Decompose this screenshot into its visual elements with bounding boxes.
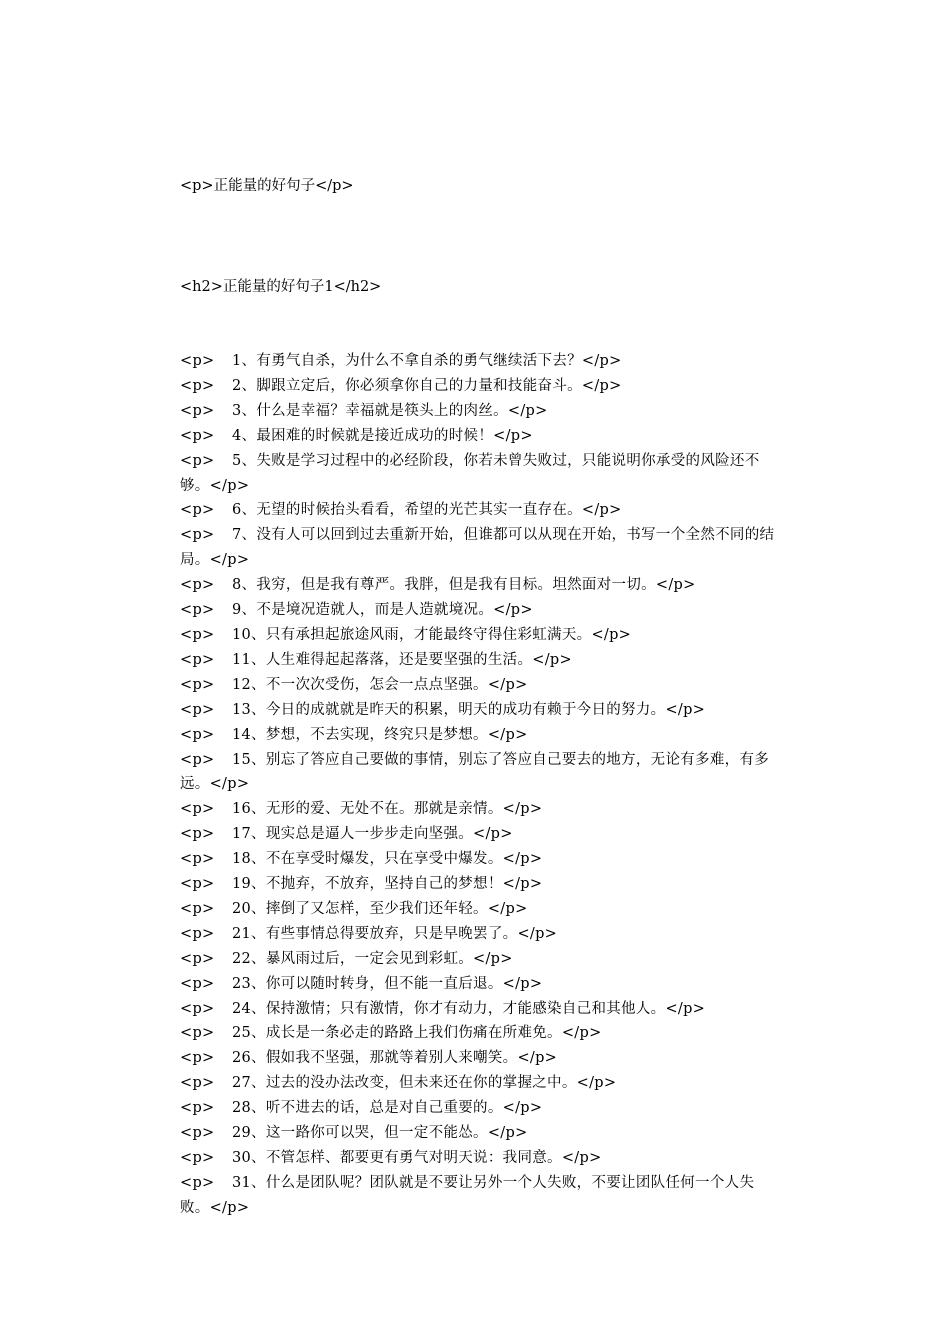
quote-text: 20、摔倒了又怎样，至少我们还年轻。</p> — [232, 900, 528, 917]
quote-text: 3、什么是幸福？幸福就是筷头上的肉丝。</p> — [232, 402, 548, 419]
paragraph-open-tag: <p> — [180, 527, 215, 544]
quote-text: 21、有些事情总得要放弃，只是早晚罢了。</p> — [232, 925, 558, 942]
quote-text: 2、脚跟立定后，你必须拿你自己的力量和技能奋斗。</p> — [232, 377, 622, 394]
paragraph-open-tag: <p> — [180, 701, 215, 718]
quote-item — [180, 698, 780, 723]
quote-item — [180, 424, 780, 449]
quote-item — [180, 1171, 780, 1221]
quote-item — [180, 349, 780, 374]
quote-item — [180, 1071, 780, 1096]
quote-text: 10、只有承担起旅途风雨，才能最终守得住彩虹满天。</p> — [232, 626, 632, 643]
quote-item — [180, 723, 780, 748]
paragraph-open-tag: <p> — [180, 676, 215, 693]
quote-item — [180, 648, 780, 673]
quote-item — [180, 822, 780, 847]
quote-text: 14、梦想，不去实现，终究只是梦想。</p> — [232, 726, 528, 743]
quote-text: 25、成长是一条必走的路路上我们伤痛在所难免。</p> — [232, 1025, 602, 1042]
quote-item — [180, 623, 780, 648]
paragraph-open-tag: <p> — [180, 801, 215, 818]
quote-text: 24、保持激情；只有激情，你才有动力，才能感染自己和其他人。</p> — [232, 1000, 706, 1017]
quote-text: 13、今日的成就就是昨天的积累，明天的成功有赖于今日的努力。</p> — [232, 701, 706, 718]
quote-text: 18、不在享受时爆发，只在享受中爆发。</p> — [232, 851, 543, 868]
paragraph-open-tag: <p> — [180, 751, 215, 768]
paragraph-open-tag: <p> — [180, 1000, 215, 1017]
paragraph-open-tag: <p> — [180, 925, 215, 942]
quote-item — [180, 1096, 780, 1121]
quote-text: 22、暴风雨过后，一定会见到彩虹。</p> — [232, 950, 513, 967]
quote-item — [180, 399, 780, 424]
quote-item — [180, 498, 780, 523]
paragraph-open-tag: <p> — [180, 1025, 215, 1042]
quote-item — [180, 972, 780, 997]
paragraph-open-tag: <p> — [180, 900, 215, 917]
quote-text: 7、没有人可以回到过去重新开始，但谁都可以从现在开始，书写一个全然不同的结局。</p> — [180, 527, 775, 569]
paragraph-open-tag: <p> — [180, 851, 215, 868]
paragraph-open-tag: <p> — [180, 1075, 215, 1092]
quote-text: 26、假如我不坚强，那就等着别人来嘲笑。</p> — [232, 1050, 558, 1067]
quote-item — [180, 673, 780, 698]
quote-text: 15、别忘了答应自己要做的事情，别忘了答应自己要去的地方，无论有多难，有多远。</p> — [180, 751, 770, 793]
paragraph-open-tag: <p> — [180, 626, 215, 643]
quote-item — [180, 748, 780, 798]
quote-item — [180, 872, 780, 897]
paragraph-open-tag: <p> — [180, 502, 215, 519]
quote-text: 31、什么是团队呢？团队就是不要让另外一个人失败，不要让团队任何一个人失败。</p> — [180, 1174, 755, 1216]
quote-item — [180, 797, 780, 822]
quote-list — [180, 349, 780, 1221]
paragraph-open-tag: <p> — [180, 1050, 215, 1067]
quote-item — [180, 847, 780, 872]
paragraph-open-tag: <p> — [180, 1174, 215, 1191]
quote-item — [180, 897, 780, 922]
quote-text: 8、我穷，但是我有尊严。我胖，但是我有目标。坦然面对一切。</p> — [232, 577, 696, 594]
paragraph-open-tag: <p> — [180, 1100, 215, 1117]
quote-text: 5、失败是学习过程中的必经阶段，你若未曾失败过，只能说明你承受的风险还不够。</p> — [180, 452, 760, 494]
paragraph-open-tag: <p> — [180, 876, 215, 893]
quote-text: 16、无形的爱、无处不在。那就是亲情。</p> — [232, 801, 543, 818]
paragraph-open-tag: <p> — [180, 577, 215, 594]
quote-item — [180, 1121, 780, 1146]
paragraph-open-tag: <p> — [180, 427, 215, 444]
quote-item — [180, 1046, 780, 1071]
quote-item — [180, 1146, 780, 1171]
quote-text: 1、有勇气自杀，为什么不拿自杀的勇气继续活下去？</p> — [232, 353, 622, 369]
paragraph-open-tag: <p> — [180, 975, 215, 992]
paragraph-open-tag: <p> — [180, 402, 215, 419]
paragraph-open-tag: <p> — [180, 377, 215, 394]
paragraph-open-tag: <p> — [180, 950, 215, 967]
quote-item — [180, 947, 780, 972]
quote-item — [180, 922, 780, 947]
quote-item — [180, 598, 780, 623]
quote-item — [180, 997, 780, 1022]
paragraph-open-tag: <p> — [180, 726, 215, 743]
quote-text: 11、人生难得起起落落，还是要坚强的生活。</p> — [232, 651, 572, 668]
paragraph-open-tag: <p> — [180, 1125, 215, 1142]
quote-text: 28、听不进去的话，总是对自己重要的。</p> — [232, 1100, 543, 1117]
quote-text: 23、你可以随时转身，但不能一直后退。</p> — [232, 975, 543, 992]
quote-text: 6、无望的时候抬头看看，希望的光芒其实一直存在。</p> — [232, 502, 622, 519]
quote-text: 29、这一路你可以哭，但一定不能怂。</p> — [232, 1125, 528, 1142]
quote-text: 30、不管怎样、都要更有勇气对明天说：我同意。</p> — [232, 1150, 602, 1166]
quote-item — [180, 374, 780, 399]
quote-text: 12、不一次次受伤，怎会一点点坚强。</p> — [232, 676, 528, 693]
quote-item — [180, 523, 780, 573]
paragraph-open-tag: <p> — [180, 353, 215, 369]
paragraph-open-tag: <p> — [180, 651, 215, 668]
paragraph-open-tag: <p> — [180, 602, 215, 619]
paragraph-open-tag: <p> — [180, 826, 215, 843]
quote-text: 17、现实总是逼人一步步走向坚强。</p> — [232, 826, 513, 843]
document-title: <p>正能量的好句子</p> — [180, 178, 354, 194]
quote-text: 27、过去的没办法改变，但未来还在你的掌握之中。</p> — [232, 1075, 617, 1092]
quote-item — [180, 1021, 780, 1046]
quote-item — [180, 449, 780, 499]
paragraph-open-tag: <p> — [180, 1150, 215, 1166]
paragraph-open-tag: <p> — [180, 452, 215, 469]
quote-text: 4、最困难的时候就是接近成功的时候！</p> — [232, 427, 533, 444]
quote-text: 19、不抛弃，不放弃，坚持自己的梦想！</p> — [232, 876, 543, 893]
quote-text: 9、不是境况造就人，而是人造就境况。</p> — [232, 602, 533, 619]
quote-item — [180, 573, 780, 598]
section-heading: <h2>正能量的好句子1</h2> — [180, 279, 382, 295]
